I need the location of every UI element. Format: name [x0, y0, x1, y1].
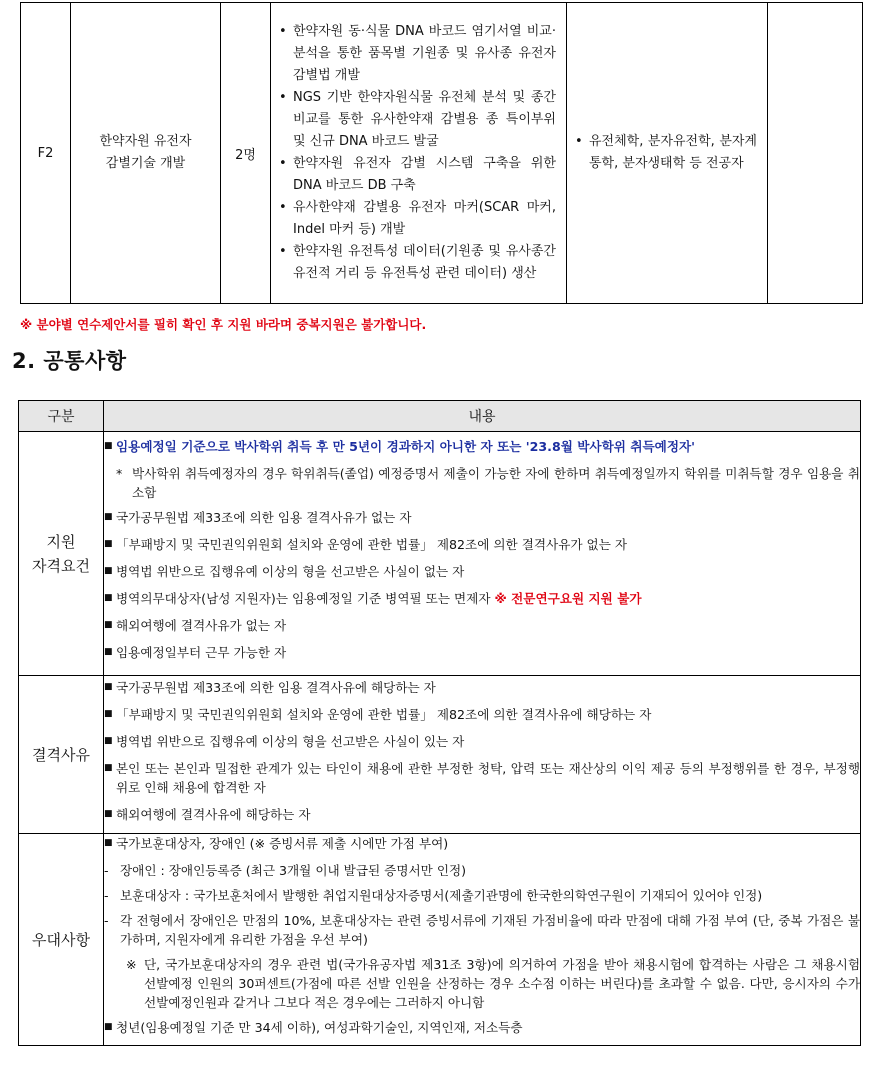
headcount: 2명 [235, 147, 256, 163]
common-requirements-table [18, 400, 861, 1046]
qualification-label-cell [19, 432, 104, 676]
qualification-row [19, 432, 861, 676]
list-item: ■ 임용예정일 기준으로 박사학위 취득 후 만 5년이 경과하지 아니한 자 또는 '23.8월 박사학위 취득예정자' [104, 439, 696, 454]
list-item: ■ 「부패방지 및 국민권익위원회 설치와 운영에 관한 법률」 제82조에 의한 결격사유에 해당하는 자 [104, 706, 652, 722]
list-item: ■ 청년(임용예정일 기준 만 34세 이하), 여성과학기술인, 지역인재, 저소득층 [104, 1020, 523, 1035]
square-bullet-icon: ■ [104, 762, 113, 773]
list-item: ■ 국가공무원법 제33조에 의한 임용 결격사유가 없는 자 [104, 510, 412, 525]
bullet-icon: • [279, 200, 287, 215]
table-row [21, 3, 863, 304]
field-name: 한약자원 유전자 감별기술 개발 [99, 134, 192, 171]
list-item: • 한약자원 유전특성 데이터(기원종 및 유사종간 유전적 거리 등 유전특성 관련 데이터) 생산 [279, 241, 556, 285]
list-item: • NGS 기반 한약자원식물 유전체 분석 및 종간 비교를 통한 유사한약재 감별용 종 특이부위 및 신규 DNA 바코드 발굴 [279, 87, 556, 153]
disqualification-row [19, 676, 861, 834]
list-item: ■ 병역의무대상자(남성 지원자)는 임용예정일 기준 병역필 또는 면제자 ※ 전문연구요원 지원 불가 [104, 591, 642, 606]
field-code-cell [21, 3, 71, 304]
square-bullet-icon: ■ [104, 808, 113, 819]
list-item: ■ 임용예정일부터 근무 가능한 자 [104, 645, 287, 660]
square-bullet-icon: ■ [104, 620, 113, 630]
military-warning: ※ 전문연구요원 지원 불가 [494, 591, 642, 606]
list-item: ■ 국가공무원법 제33조에 의한 임용 결격사유에 해당하는 자 [104, 679, 436, 695]
research-tasks-cell [271, 3, 567, 304]
list-item: - 각 전형에서 장애인은 만점의 10%, 보훈대상자는 관련 증빙서류에 기재된 가점비율에 따라 만점에 대해 가점 부여 (단, 중복 가점은 불가하며, 지원자에게 유리한 가점을 우선 부여) [104, 913, 860, 947]
header-category: 구분 [19, 401, 104, 432]
square-bullet-icon: ■ [104, 566, 113, 576]
list-item: ■ 병역법 위반으로 집행유예 이상의 형을 선고받은 사실이 있는 자 [104, 733, 465, 749]
square-bullet-icon: ■ [104, 593, 113, 603]
table-header-row [19, 401, 861, 432]
majors-cell [567, 3, 768, 304]
disqualification-content [104, 676, 861, 834]
list-item: ■ 해외여행에 결격사유가 없는 자 [104, 618, 287, 633]
square-bullet-icon: ■ [104, 512, 113, 522]
field-code: F2 [37, 145, 54, 161]
square-bullet-icon: ■ [104, 647, 113, 657]
field-detail-table [20, 2, 863, 304]
preference-sub-items [104, 861, 860, 949]
square-bullet-icon: ■ [104, 539, 113, 549]
list-item: - 장애인 : 장애인등록증 (최근 3개월 이내 발급된 증명서만 인정) [104, 863, 467, 878]
bullet-icon: • [575, 134, 583, 149]
list-item: ■ 병역법 위반으로 집행유예 이상의 형을 선고받은 사실이 없는 자 [104, 564, 465, 579]
list-item: ■ 국가보훈대상자, 장애인 (※ 증빙서류 제출 시에만 가점 부여) [104, 836, 449, 851]
qualification-content [104, 432, 861, 676]
preference-label: 우대사항 [32, 930, 90, 949]
dash-mark: - [104, 863, 109, 878]
header-content: 내용 [104, 401, 861, 432]
headcount-cell [221, 3, 271, 304]
preference-row [19, 834, 861, 1046]
qualification-label: 지원 자격요건 [32, 532, 90, 575]
square-bullet-icon: ■ [104, 735, 113, 746]
list-item: - 보훈대상자 : 국가보훈처에서 발행한 취업지원대상자증명서(제출기관명에 한국한의학연구원이 기재되어 있어야 인정) [104, 888, 763, 903]
dash-mark: - [104, 888, 109, 903]
list-item: ■ 「부패방지 및 국민권익위원회 설치와 운영에 관한 법률」 제82조에 의한 결격사유가 없는 자 [104, 537, 628, 552]
veteran-limit-note: ※ 단, 국가보훈대상자의 경우 관련 법(국가유공자법 제31조 3항)에 의거하여 가점을 받아 채용시험에 합격하는 사람은 그 채용시험 선발예정 인원의 30퍼센트(가점에 따른 선발 인원을 산정하는 경우 소수점 이하는 버린다)를 초과할 수 없음. 다만, 응시자의 수가 선발예정인원과 같거나 그보다 적은 경우에는 그러하지 아니함 [126, 957, 860, 1010]
majors-list [567, 125, 767, 181]
square-bullet-icon: ■ [104, 838, 113, 848]
empty-cell [768, 3, 863, 304]
square-bullet-icon: ■ [104, 708, 113, 719]
disqualification-label-cell [19, 676, 104, 834]
bullet-icon: • [279, 90, 287, 105]
degree-expectation-note: * 박사학위 취득예정자의 경우 학위취득(졸업) 예정증명서 제출이 가능한 자에 한하며 취득예정일까지 학위를 미취득할 경우 임용을 취소함 [116, 466, 860, 500]
list-item: • 한약자원 유전자 감별 시스템 구축을 위한 DNA 바코드 DB 구축 [279, 153, 556, 197]
list-item: ■ 해외여행에 결격사유에 해당하는 자 [104, 806, 311, 822]
duplicate-application-notice: ※ 분야별 연수제안서를 필히 확인 후 지원 바라며 중복지원은 불가합니다. [20, 317, 427, 332]
list-item: • 유전체학, 분자유전학, 분자계통학, 분자생태학 등 전공자 [575, 131, 757, 175]
research-tasks-list [271, 15, 566, 291]
bullet-icon: • [279, 24, 287, 39]
qualification-items [104, 508, 860, 581]
list-item: • 유사한약재 감별용 유전자 마커(SCAR 마커, Indel 마커 등) 개발 [279, 197, 556, 241]
field-name-cell [71, 3, 221, 304]
square-bullet-icon: ■ [104, 681, 113, 692]
square-bullet-icon: ■ [104, 1022, 113, 1032]
bullet-icon: • [279, 156, 287, 171]
disqualification-items [104, 678, 860, 824]
square-bullet-icon: ■ [104, 441, 113, 451]
list-item: ■ 본인 또는 본인과 밀접한 관계가 있는 타인이 채용에 관한 부정한 청탁, 압력 또는 재산상의 이익 제공 등의 부정행위를 한 경우, 부정행위로 인해 채용에 합격한 자 [104, 760, 860, 795]
bullet-icon: • [279, 244, 287, 259]
dash-mark: - [104, 913, 109, 928]
qualification-items [104, 616, 860, 662]
preference-label-cell [19, 834, 104, 1046]
disqualification-label: 결격사유 [32, 745, 90, 764]
preference-content [104, 834, 861, 1046]
list-item: • 한약자원 동·식물 DNA 바코드 염기서열 비교·분석을 통한 품목별 기원종 및 유사종 유전자 감별법 개발 [279, 21, 556, 87]
section-title: 2. 공통사항 [12, 349, 127, 373]
